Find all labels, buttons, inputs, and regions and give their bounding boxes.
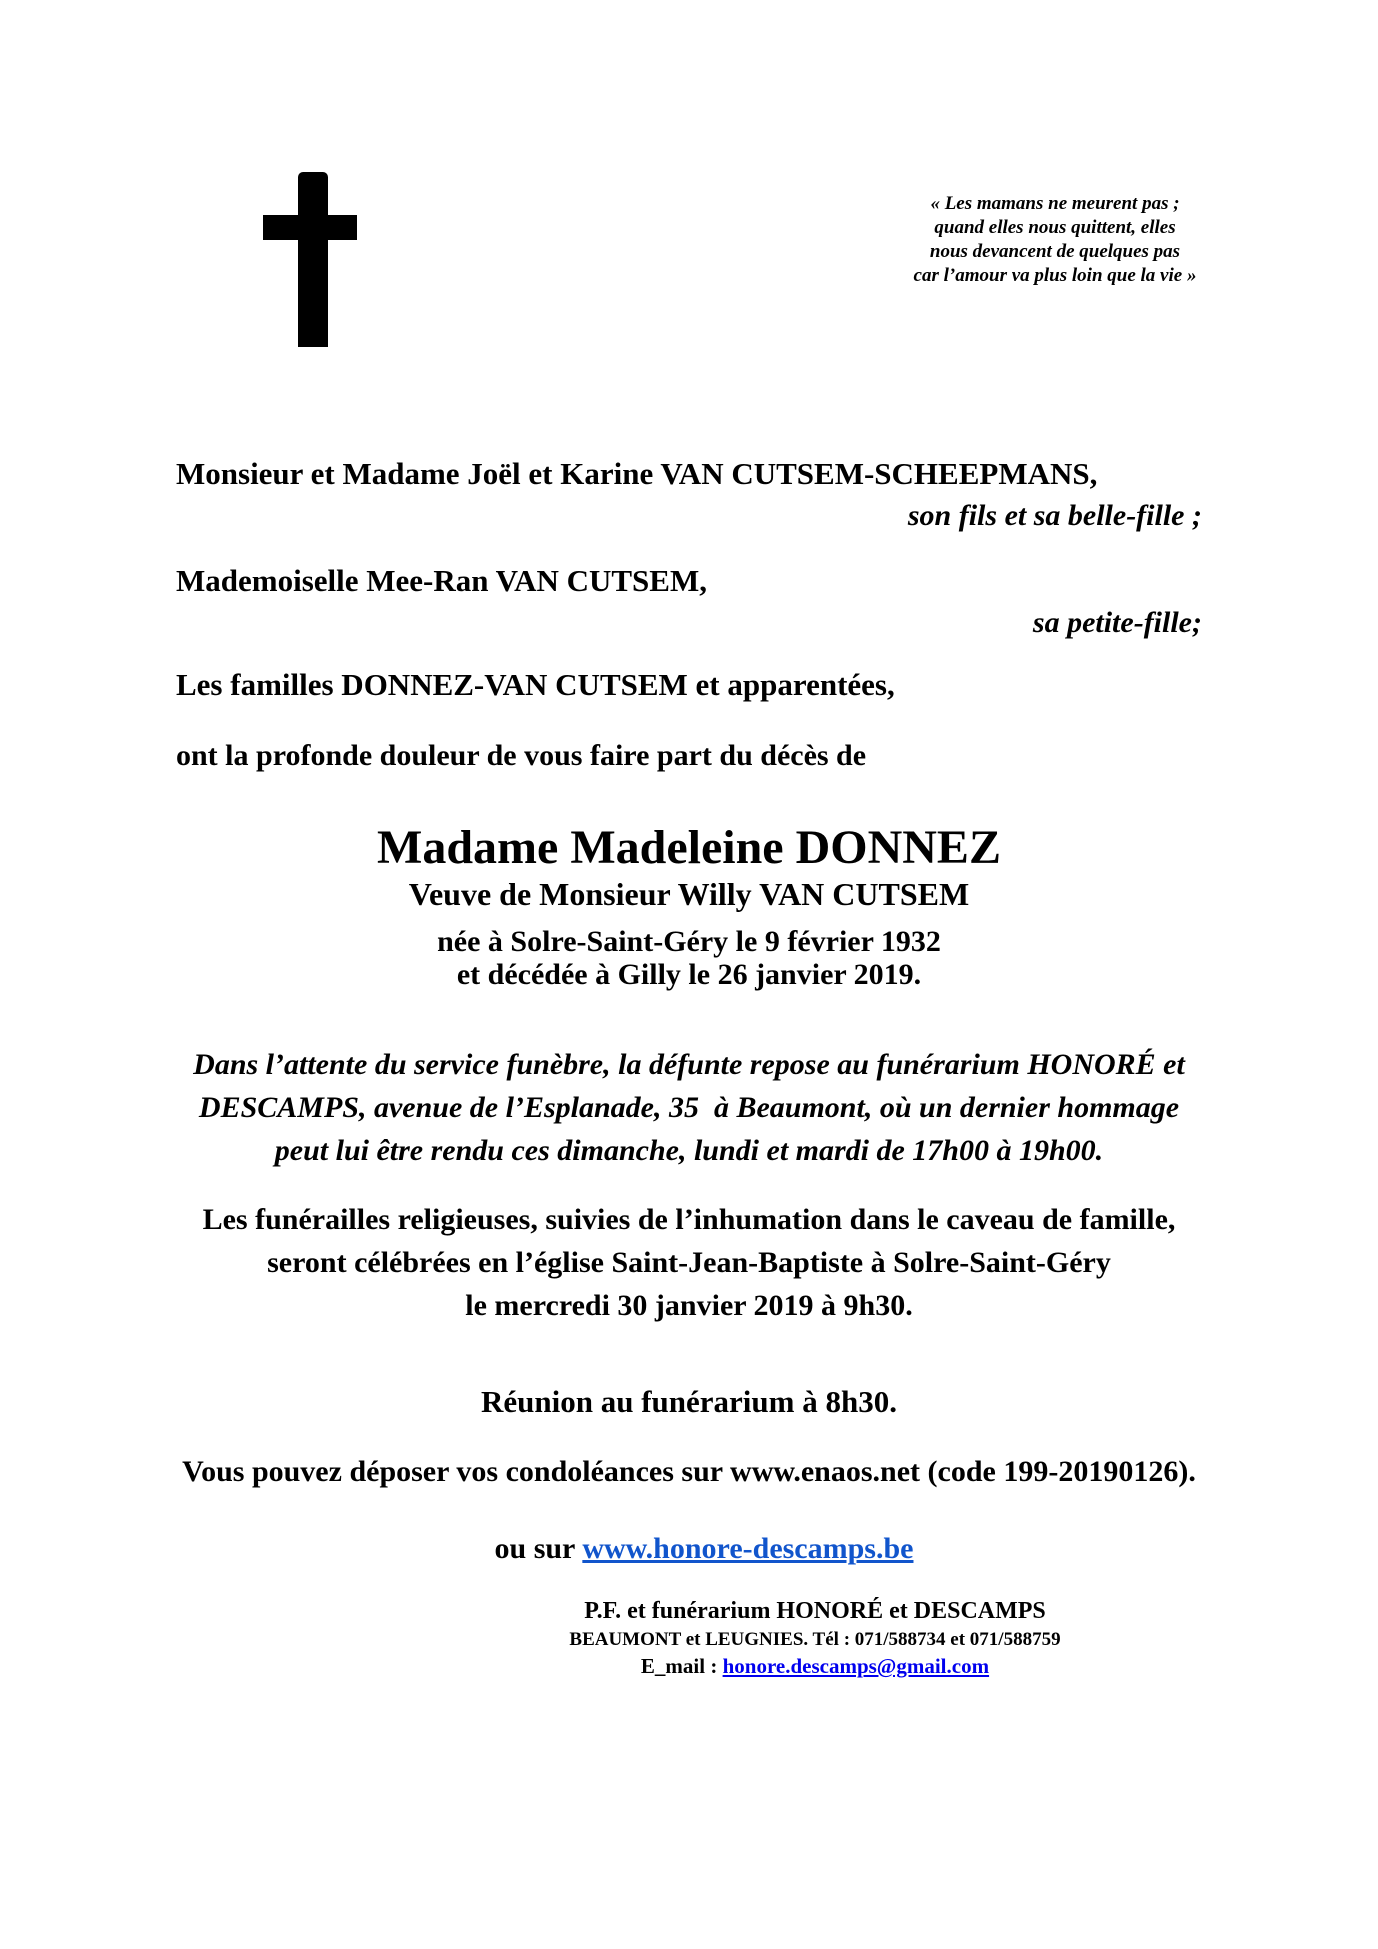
memorial-quote	[880, 192, 1230, 288]
viewing-paragraph	[176, 1043, 1202, 1172]
widow-of-line: Veuve de Monsieur Willy VAN CUTSEM	[408, 876, 970, 912]
family-granddaughter-line: Mademoiselle Mee-Ran VAN CUTSEM,	[176, 563, 707, 598]
condolences-website-line	[176, 1498, 1202, 1600]
funeral-line: seront célébrées en l’église Saint-Jean-Baptiste à Solre-Saint-Géry	[267, 1246, 1111, 1279]
family-son-line: Monsieur et Madame Joël et Karine VAN CUTSEM-SCHEEPMANS,	[176, 456, 1098, 491]
cross-icon	[263, 172, 357, 347]
funeral-line: Les funérailles religieuses, suivies de l’inhumation dans le caveau de famille,	[202, 1203, 1176, 1236]
announcement-line: ont la profonde douleur de vous faire part du décès de	[176, 739, 867, 772]
condolences-website-prefix: ou sur	[494, 1532, 583, 1565]
cross-horizontal-bar	[263, 215, 357, 240]
viewing-line: Dans l’attente du service funèbre, la défunte repose au funérarium HONORÉ et	[193, 1048, 1185, 1081]
relation-granddaughter-label: sa petite-fille;	[1032, 606, 1202, 639]
funeral-home-name: P.F. et funérarium HONORÉ et DESCAMPS	[584, 1598, 1046, 1624]
death-line: et décédée à Gilly le 26 janvier 2019.	[456, 958, 922, 991]
cross-vertical-bar	[298, 172, 328, 347]
condolences-line: Vous pouvez déposer vos condoléances sur www.enaos.net (code 199-20190126).	[182, 1455, 1196, 1488]
quote-line: « Les mamans ne meurent pas ;	[930, 193, 1180, 214]
family-relatives-line: Les familles DONNEZ-VAN CUTSEM et apparentées,	[176, 667, 895, 702]
viewing-line: DESCAMPS, avenue de l’Esplanade, 35 à Beaumont, où un dernier hommage	[198, 1091, 1180, 1124]
quote-line: quand elles nous quittent, elles	[934, 217, 1176, 238]
relation-son-label: son fils et sa belle-fille ;	[907, 499, 1202, 532]
meeting-line: Réunion au funérarium à 8h30.	[481, 1384, 897, 1419]
quote-line: car l’amour va plus loin que la vie »	[913, 265, 1197, 286]
funeral-line: le mercredi 30 janvier 2019 à 9h30.	[465, 1289, 913, 1322]
funeral-paragraph	[176, 1198, 1202, 1327]
funeral-home-email-line	[465, 1654, 1165, 1679]
birth-line: née à Solre-Saint-Géry le 9 février 1932	[437, 925, 941, 958]
funeral-home-locations: BEAUMONT et LEUGNIES. Tél : 071/588734 et 071/588759	[569, 1629, 1061, 1650]
deceased-name: Madame Madeleine DONNEZ	[377, 821, 1001, 874]
funeral-home-email-link[interactable]: honore.descamps@gmail.com	[722, 1654, 990, 1678]
funeral-home-website-link[interactable]: www.honore-descamps.be	[582, 1532, 914, 1565]
funeral-home-block	[465, 1598, 1165, 1679]
viewing-line: peut lui être rendu ces dimanche, lundi et mardi de 17h00 à 19h00.	[274, 1134, 1104, 1167]
email-label: E_mail :	[640, 1654, 723, 1678]
quote-line: nous devancent de quelques pas	[929, 241, 1181, 262]
